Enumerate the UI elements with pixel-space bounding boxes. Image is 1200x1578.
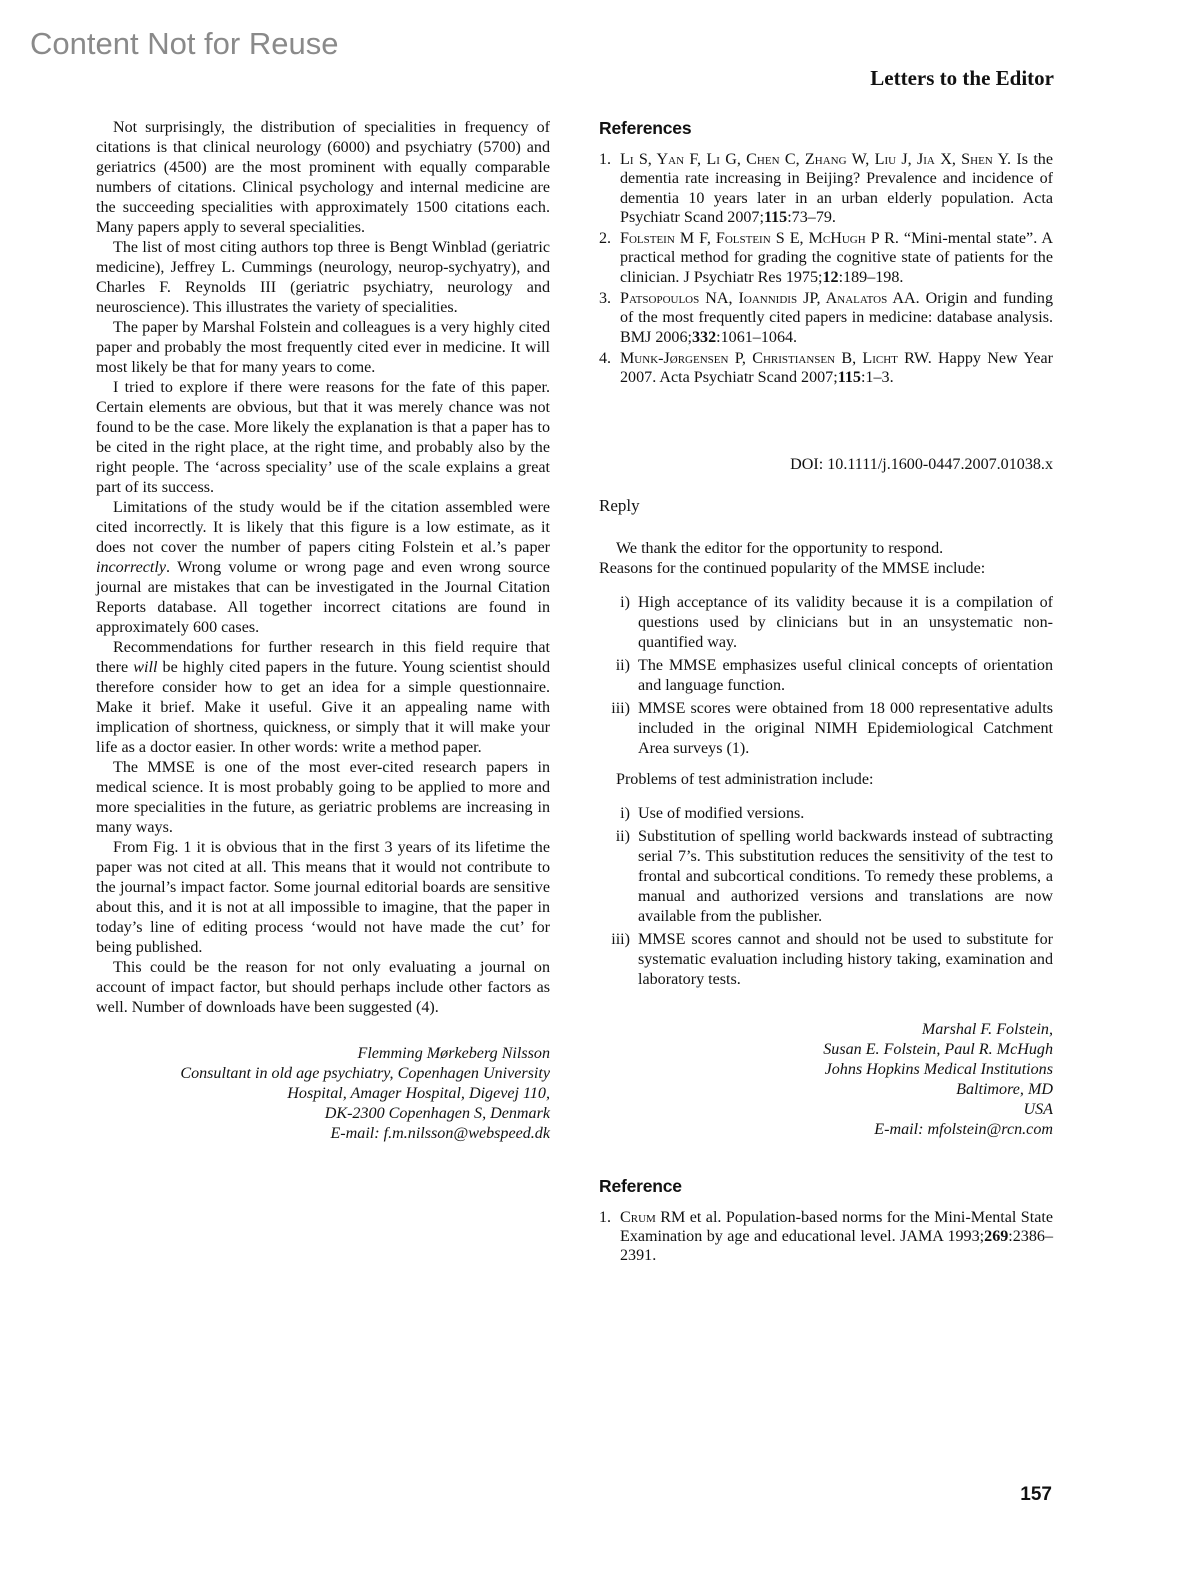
author-email[interactable]: E-mail: f.m.nilsson@webspeed.dk — [330, 1125, 550, 1142]
problems-list — [599, 804, 1053, 990]
paragraph: I tried to explore if there were reasons for the fate of this paper. Certain elements are obvious, but that it was merely chance was not found to be the case. More likely the explanation is that a paper has to be cited in the right place, at the right time, and probably also by the right people. The ‘across speciality’ use of the scale explains a great part of its success. — [96, 379, 550, 496]
page-number: 157 — [1020, 1484, 1052, 1505]
list-marker: ii) — [615, 827, 630, 845]
text-run: Recommendations for further research in this field require that there — [96, 639, 550, 676]
reference-text — [620, 229, 1053, 287]
author-country: USA — [1023, 1100, 1053, 1118]
reference-item — [599, 1208, 1053, 1266]
list-item-text: High acceptance of its validity because it is a compilation of questions used by clinicians but in an unsystematic non-quantified way. — [638, 593, 1053, 651]
references-heading: References — [599, 118, 692, 138]
reference-authors: Folstein M F, Folstein S E, McHugh P R. — [620, 230, 899, 248]
author-affiliation: Hospital, Amager Hospital, Digevej 110, — [287, 1085, 550, 1102]
paragraph: Not surprisingly, the distribution of specialities in frequency of citations is that clinical neurology (6000) and psychiatry (5700) and geriatrics (4500) are the most prominent with equally comparable numbers of citations. Clinical psychology and internal medicine are the succeeding specialities with approximately 1500 citations each. Many papers apply to several specialities. — [96, 119, 550, 236]
reference-item — [599, 289, 1053, 347]
reference-pages: :1061–1064. — [716, 328, 798, 346]
reply-title: Reply — [599, 495, 640, 515]
emphasis: will — [133, 659, 158, 676]
reference-list — [599, 150, 1053, 388]
watermark: Content Not for Reuse — [30, 26, 339, 61]
reference-body: Is the dementia rate increasing in Beijing? Prevalence and incidence of dementia 10 years later in an urban elderly population. Acta Psychiatr Scand 2007; — [620, 151, 1053, 226]
list-item-text: MMSE scores were obtained from 18 000 representative adults included in the original NIMH Epidemiological Catchment Area surveys (1). — [638, 699, 1053, 757]
text-run: be highly cited papers in the future. Young scientist should therefore consider how to get an idea for a simple questionnaire. Make it brief. Make it useful. Give it an appealing name with implication of shortness, quickness, or simply that it will make your life as a doctor easier. In other words: write a method paper. — [96, 659, 551, 756]
list-item-text: Use of modified versions. — [638, 804, 805, 822]
reference-number: 2. — [599, 230, 612, 248]
reference-volume: 332 — [692, 328, 717, 346]
list-item — [599, 593, 1053, 653]
reference-text — [620, 349, 1053, 388]
paragraph: This could be the reason for not only evaluating a journal on account of impact factor, but should perhaps include other factors as well. Number of downloads have been suggested (4). — [96, 959, 550, 1016]
reference-text — [620, 150, 1053, 227]
reference-body: Happy New Year 2007. Acta Psychiatr Scand 2007; — [620, 349, 1053, 387]
reference-body: Origin and funding of the most frequently cited papers in medicine: database analysis. BMJ 2006; — [620, 290, 1054, 346]
reference-pages: :2386–2391. — [620, 1227, 1053, 1265]
author-email[interactable]: E-mail: mfolstein@rcn.com — [874, 1120, 1053, 1138]
author-signature — [96, 1044, 550, 1144]
list-item — [599, 827, 1053, 927]
reference-text — [620, 289, 1053, 347]
reference-body: “Mini-mental state”. A practical method for grading the cognitive state of patients for the clinician. J Psychiatr Res 1975; — [620, 230, 1053, 286]
reference-item — [599, 150, 1053, 227]
reference-number: 1. — [599, 1208, 612, 1226]
paragraph — [96, 498, 550, 638]
list-item-text: MMSE scores cannot and should not be used to substitute for systematic evaluation including history taking, examination and laboratory tests. — [638, 930, 1053, 988]
reference-pages: :189–198. — [838, 268, 904, 286]
author-names: Susan E. Folstein, Paul R. McHugh — [823, 1040, 1053, 1058]
reference-authors: Munk-Jørgensen P, Christiansen B, Licht RW. — [620, 349, 932, 367]
author-city: Baltimore, MD — [956, 1080, 1053, 1098]
reference-authors: Li S, Yan F, Li G, Chen C, Zhang W, Liu J, Jia X, Shen Y. — [620, 151, 1012, 168]
list-marker: iii) — [611, 930, 630, 948]
paragraph: The MMSE is one of the most ever-cited research papers in medical science. It is most probably going to be applied to more and more specialities in the future, as geriatric problems are increasing in many ways. — [96, 759, 550, 836]
reference-text — [620, 1208, 1053, 1266]
paragraph: The paper by Marshal Folstein and colleagues is a very highly cited paper and probably the most frequently cited ever in medicine. It will most likely be that for many years to come. — [96, 319, 550, 376]
list-item-text: Substitution of spelling world backwards instead of subtracting serial 7’s. This substitution reduces the sensitivity of the test to frontal and subcortical conditions. To remedy these problems, a manual and authorized versions and translations are now available from the publisher. — [638, 827, 1053, 925]
reference-volume: 115 — [763, 208, 788, 226]
paragraph: The list of most citing authors top three is Bengt Winblad (geriatric medicine), Jeffrey L. Cummings (neurology, neurop-sychyatry), and Charles F. Reynolds III (geriatric psychiatry, neurology and neuroscience). This illustrates the variety of specialities. — [96, 239, 550, 316]
reference-body: et al. Population-based norms for the Mini-Mental State Examination by age and educational level. JAMA 1993; — [620, 1208, 1053, 1245]
author-affiliation: Johns Hopkins Medical Institutions — [824, 1060, 1053, 1078]
list-item-text: The MMSE emphasizes useful clinical concepts of orientation and language function. — [638, 656, 1053, 694]
author-name: Flemming Mørkeberg Nilsson — [357, 1045, 550, 1062]
author-names: Marshal F. Folstein, — [921, 1020, 1053, 1038]
reference-volume: 12 — [822, 268, 839, 286]
reply-sentence: We thank the editor for the opportunity to respond. — [616, 539, 944, 557]
reference-pages: :1–3. — [860, 369, 894, 387]
doi[interactable]: DOI: 10.1111/j.1600-0447.2007.01038.x — [790, 455, 1053, 473]
reference-volume: 269 — [984, 1227, 1009, 1245]
reference-number: 1. — [599, 151, 612, 168]
reference-pages: :73–79. — [787, 208, 836, 226]
list-marker: i) — [620, 804, 630, 822]
reference-authors: Crum RM — [620, 1208, 686, 1226]
reference-number: 4. — [599, 349, 612, 367]
list-item — [599, 699, 1053, 759]
list-item — [599, 930, 1053, 990]
text-run: Limitations of the study would be if the citation assembled were cited incorrectly. It is likely that this figure is a low estimate, as it does not cover the number of papers citing Folstein et al.’s paper — [96, 499, 550, 556]
list-marker: i) — [620, 593, 630, 611]
reference-authors: Patsopoulos NA, Ioannidis JP, Analatos AA. — [620, 290, 920, 308]
reference-item — [599, 349, 1053, 388]
right-column — [599, 118, 1053, 1267]
reply-signature — [599, 1020, 1053, 1140]
list-item — [599, 656, 1053, 696]
reply-intro — [599, 539, 1053, 579]
list-item — [599, 804, 1053, 824]
emphasis: incorrectly — [96, 559, 167, 576]
author-affiliation: Consultant in old age psychiatry, Copenhagen University — [180, 1065, 550, 1082]
paragraph: From Fig. 1 it is obvious that in the first 3 years of its lifetime the paper was not cited at all. This means that it would not contribute to the journal’s impact factor. Some journal editorial boards are sensitive about this, and it is not at all impossible to imagine, that the paper in today’s line of editing process ‘would not have made the cut’ for being published. — [96, 839, 550, 956]
reference-number: 3. — [599, 290, 612, 308]
reasons-list — [599, 593, 1053, 759]
reference-heading: Reference — [599, 1175, 682, 1196]
reference-volume: 115 — [837, 369, 861, 387]
list-marker: ii) — [615, 656, 630, 674]
author-address: DK-2300 Copenhagen S, Denmark — [324, 1105, 550, 1122]
problems-intro: Problems of test administration include: — [616, 770, 874, 788]
reference-item — [599, 229, 1053, 287]
text-run: . Wrong volume or wrong page and even wrong source journal are mistakes that can be investigated in the Journal Citation Reports database. All together incorrect citations are found in approximately 600 cases. — [96, 559, 550, 636]
running-head: Letters to the Editor — [870, 66, 1054, 90]
paragraph — [96, 638, 550, 758]
left-column — [96, 118, 550, 1144]
reference-list — [599, 1208, 1053, 1266]
list-marker: iii) — [611, 699, 630, 717]
reply-sentence: Reasons for the continued popularity of the MMSE include: — [599, 559, 986, 577]
